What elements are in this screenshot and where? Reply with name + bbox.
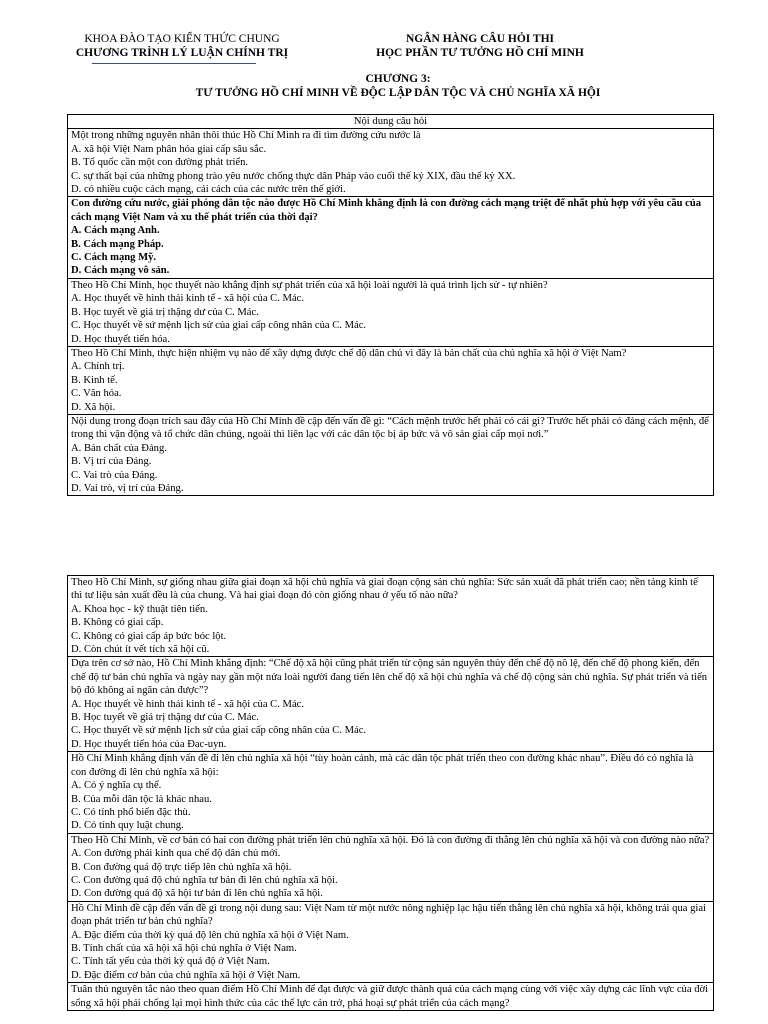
question-bank-title: NGÂN HÀNG CÂU HỎI THI bbox=[405, 33, 555, 45]
question-stem: Theo Hồ Chí Minh, học thuyết nào khẳng định sự phát triển của xã hội loài người là quá trình lịch sử - tự nhiên? bbox=[71, 279, 548, 291]
option-b: B. Không có giai cấp. bbox=[71, 617, 164, 629]
question-table-1 bbox=[67, 114, 714, 496]
option-a: A. Bản chất của Đảng. bbox=[71, 442, 167, 454]
table-row bbox=[68, 197, 714, 278]
question-stem: Hồ Chí Minh khẳng định vấn đề đi lên chủ nghĩa xã hội “tùy hoàn cảnh, mà các dân tộc phát triển theo con đường khác nhau”. Điều đó có nghĩa là con đường đi lên chủ nghĩa xã hội: bbox=[71, 753, 694, 778]
question-stem: Con đường cứu nước, giải phóng dân tộc nào được Hồ Chí Minh khẳng định là con đường cách mạng triệt để nhất phù hợp với yêu cầu của cách mạng Việt Nam và xu thế phát triển của thời đại? bbox=[71, 198, 702, 223]
question-cell bbox=[68, 657, 714, 752]
option-a: A. Khoa học - kỹ thuật tiên tiến. bbox=[71, 603, 208, 615]
question-cell bbox=[68, 129, 714, 197]
table-row bbox=[68, 752, 714, 833]
question-table-2 bbox=[67, 575, 714, 1011]
question-cell bbox=[68, 414, 714, 495]
question-stem: Theo Hồ Chí Minh, sự giống nhau giữa giai đoạn xã hội chủ nghĩa và giai đoạn cộng sản chủ nghĩa: Sức sản xuất đã phát triển cao; nền tảng kinh tế thì tư liệu sản xuất đều là của chung. Và hai giai đoạn đó còn giống nhau ở yếu tố nào nữa? bbox=[71, 577, 698, 602]
option-b: B. Học tuyết về giá trị thặng dư của C. Mác. bbox=[71, 712, 259, 724]
question-cell bbox=[68, 901, 714, 982]
faculty-name: KHOA ĐÀO TẠO KIẾN THỨC CHUNG bbox=[84, 33, 280, 45]
option-c: C. Tính tất yếu của thời kỳ quá độ ở Việt Nam. bbox=[71, 956, 270, 968]
option-d: D. Xã hội. bbox=[71, 401, 116, 413]
question-cell bbox=[68, 752, 714, 833]
question-stem: Theo Hồ Chí Minh, thực hiện nhiệm vụ nào để xây dựng được chế độ dân chủ vì đây là bản chất của chủ nghĩa xã hội ở Việt Nam? bbox=[71, 347, 627, 359]
option-c: C. Cách mạng Mỹ. bbox=[71, 252, 157, 264]
option-a: A. Học thuyết về hình thái kinh tế - xã hội của C. Mác. bbox=[71, 698, 305, 710]
option-d: D. Đặc điểm cơ bản của chủ nghĩa xã hội ở Việt Nam. bbox=[71, 969, 301, 981]
table-row bbox=[68, 278, 714, 346]
option-c: C. Có tính phổ biến đặc thù. bbox=[71, 806, 191, 818]
option-b: B. Học tuyết về giá trị thặng dư của C. Mác. bbox=[71, 306, 259, 318]
option-d: D. Học thuyết tiến hóa của Đac-uyn. bbox=[71, 738, 227, 750]
document-header bbox=[350, 32, 610, 60]
table-row bbox=[68, 833, 714, 901]
program-name: CHƯƠNG TRÌNH LÝ LUẬN CHÍNH TRỊ bbox=[75, 47, 289, 59]
option-c: C. Học thuyết về sứ mệnh lịch sử của giai cấp công nhân của C. Mác. bbox=[71, 320, 367, 332]
option-b: B. Tính chất của xã hội xã hội chủ nghĩa ở Việt Nam. bbox=[71, 942, 297, 954]
option-c: C. Vai trò của Đảng. bbox=[71, 469, 158, 481]
question-cell bbox=[68, 833, 714, 901]
chapter-number: CHƯƠNG 3: bbox=[365, 73, 431, 85]
table-row bbox=[68, 346, 714, 414]
option-b: B. Của mỗi dân tộc là khác nhau. bbox=[71, 793, 212, 805]
table-row bbox=[68, 657, 714, 752]
question-stem: Tuân thủ nguyên tắc nào theo quan điểm Hồ Chí Minh để đạt được và giữ được thành quả của cách mạng cùng với việc xây dựng các lĩnh vực của đời sống xã hội phải chống lại mọi hình thức của các thế lực cản trở, phá hoại sự phát triển của cách mạng? bbox=[71, 984, 709, 1009]
question-stem: Nội dung trong đoạn trích sau đây của Hồ Chí Minh đề cập đến vấn đề gì: “Cách mệnh trước hết phải có cái gì? Trước hết phải có đảng cách mệnh, để trong thì vận động và tổ chức dân chúng, ngoài thì liên lạc với các dân tộc bị áp bức và vô sản giai cấp mọi nơi.” bbox=[71, 415, 709, 441]
option-a: A. Có ý nghĩa cụ thể. bbox=[71, 780, 162, 792]
option-a: A. Học thuyết về hình thái kinh tế - xã hội của C. Mác. bbox=[71, 293, 305, 305]
option-c: C. Con đường quá độ chủ nghĩa tư bản đi lên chủ nghĩa xã hội. bbox=[71, 874, 338, 886]
chapter-heading bbox=[120, 72, 676, 100]
option-b: B. Cách mạng Pháp. bbox=[71, 238, 164, 250]
chapter-title: TƯ TƯỞNG HỒ CHÍ MINH VỀ ĐỘC LẬP DÂN TỘC VÀ CHỦ NGHĨA XÃ HỘI bbox=[195, 87, 601, 99]
question-cell bbox=[68, 983, 714, 1011]
column-header: Nội dung câu hỏi bbox=[68, 115, 714, 129]
question-cell bbox=[68, 197, 714, 278]
option-d: D. Con đường quá độ xã hội tư bản đi lên chủ nghĩa xã hội. bbox=[71, 888, 323, 900]
option-b: B. Con đường quá độ trực tiếp lên chủ nghĩa xã hội. bbox=[71, 861, 292, 873]
option-c: C. Học thuyết về sứ mệnh lịch sử của giai cấp công nhân của C. Mác. bbox=[71, 725, 367, 737]
question-stem: Dựa trên cơ sở nào, Hồ Chí Minh khẳng định: “Chế độ xã hội cũng phát triển từ cộng sản nguyên thủy đến chế độ nô lệ, đến chế độ phong kiến, đến chế độ tư bản chủ nghĩa và ngày nay gần một nửa loài người đang tiến lên chế độ xã hội chủ nghĩa và chế độ cộng sản chủ nghĩa. Sự phát triển và tiến bộ đó không ai ngăn cản được”? bbox=[71, 658, 708, 697]
option-c: C. sự thất bại của những phong trào yêu nước chống thực dân Pháp vào cuối thế kỷ XIX, đầu thế kỷ XX. bbox=[71, 170, 516, 182]
course-module-title: HỌC PHẦN TƯ TƯỞNG HỒ CHÍ MINH bbox=[376, 47, 584, 59]
option-d: D. Cách mạng vô sản. bbox=[71, 265, 170, 277]
option-d: D. Vai trò, vị trí của Đảng. bbox=[71, 482, 184, 494]
option-b: B. Vị trí của Đảng. bbox=[71, 456, 152, 468]
option-a: A. Đặc điểm của thời kỳ quá độ lên chủ nghĩa xã hội ở Việt Nam. bbox=[71, 929, 349, 941]
question-cell bbox=[68, 278, 714, 346]
option-d: D. có nhiều cuộc cách mạng, cải cách của các nước trên thế giới. bbox=[71, 184, 346, 196]
header-underline bbox=[92, 63, 256, 64]
question-stem: Một trong những nguyên nhân thôi thúc Hồ Chí Minh ra đi tìm đường cứu nước là bbox=[71, 130, 421, 142]
option-d: D. Có tính quy luật chung. bbox=[71, 820, 184, 832]
option-c: C. Văn hóa. bbox=[71, 388, 122, 400]
table-row bbox=[68, 983, 714, 1011]
table-row bbox=[68, 901, 714, 982]
institution-header bbox=[58, 32, 306, 60]
option-a: A. Cách mạng Anh. bbox=[71, 225, 160, 237]
option-d: D. Học thuyết tiến hóa. bbox=[71, 333, 170, 345]
option-a: A. Con đường phải kinh qua chế độ dân chủ mới. bbox=[71, 848, 281, 860]
option-c: C. Không có giai cấp áp bức bóc lột. bbox=[71, 630, 227, 642]
question-cell bbox=[68, 346, 714, 414]
table-row bbox=[68, 576, 714, 657]
option-b: B. Kinh tế. bbox=[71, 374, 118, 386]
option-a: A. Chính trị. bbox=[71, 361, 125, 373]
option-b: B. Tổ quốc cần một con đường phát triển. bbox=[71, 157, 249, 169]
table-row bbox=[68, 414, 714, 495]
question-cell bbox=[68, 576, 714, 657]
option-a: A. xã hội Việt Nam phân hóa giai cấp sâu sắc. bbox=[71, 143, 267, 155]
option-d: D. Còn chút ít vết tích xã hội cũ. bbox=[71, 644, 210, 656]
table-row bbox=[68, 129, 714, 197]
question-stem: Hồ Chí Minh đề cập đến vấn đề gì trong nội dung sau: Việt Nam từ một nước nông nghiệp lạc hậu tiến thẳng lên chủ nghĩa xã hội, không trải qua giai đoạn phát triển tư bản chủ nghĩa? bbox=[71, 902, 706, 928]
question-stem: Theo Hồ Chí Minh, về cơ bản có hai con đường phát triển lên chủ nghĩa xã hội. Đó là con đường đi thẳng lên chủ nghĩa xã hội và con đường nào nữa? bbox=[71, 834, 710, 846]
